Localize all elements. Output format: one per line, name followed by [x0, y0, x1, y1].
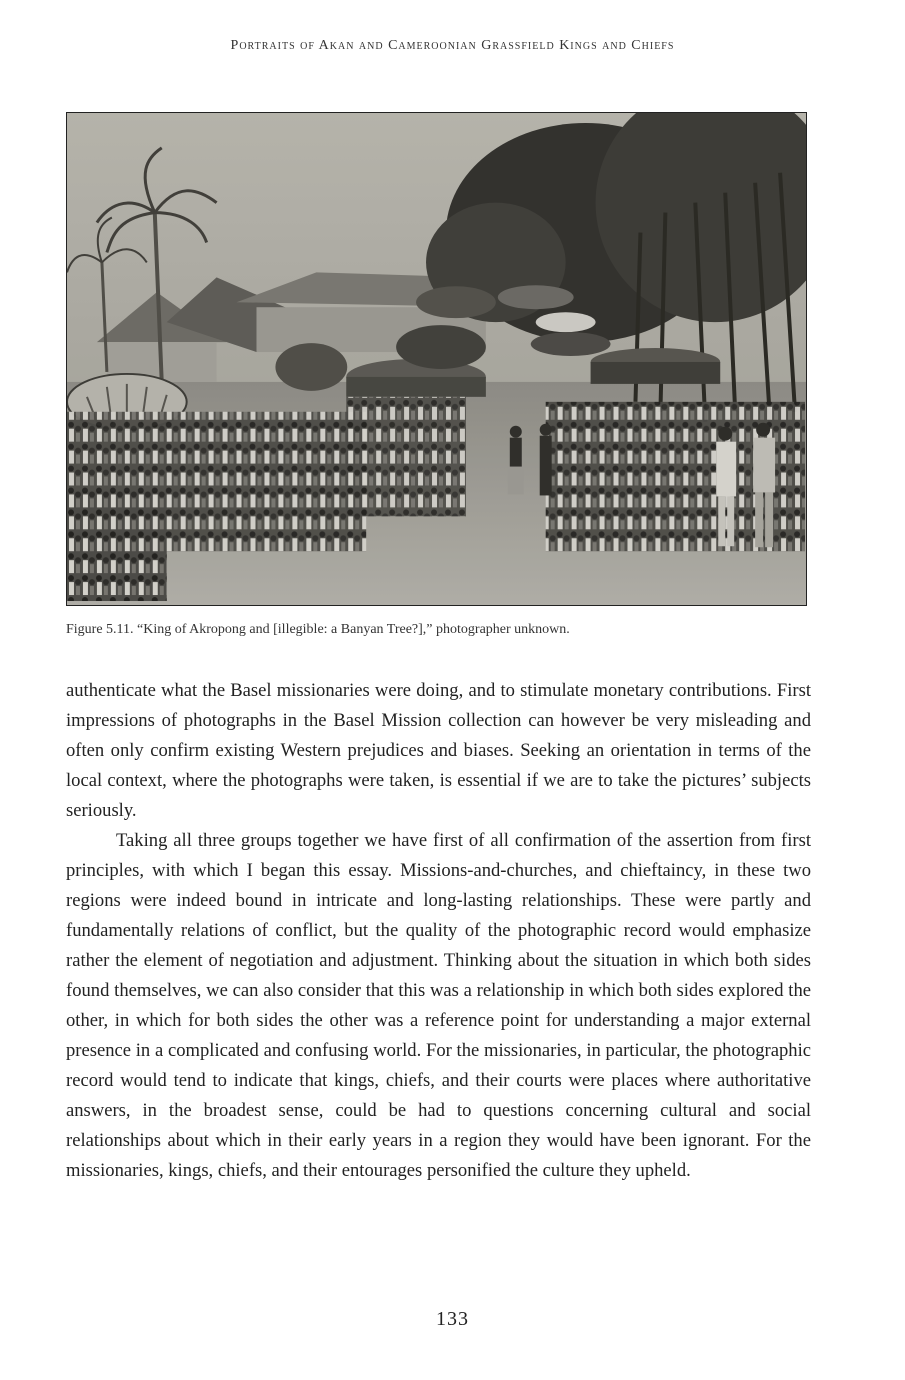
running-head: Portraits of Akan and Cameroonian Grassfield Kings and Chiefs	[230, 38, 675, 53]
figure-photograph	[66, 112, 807, 606]
body-text	[66, 676, 811, 1186]
photograph-king-of-akropong	[67, 113, 806, 605]
paragraph: Taking all three groups together we have first of all confirmation of the assertion from first principles, with which I began this essay. Missions-and-churches, and chieftaincy, in these two regions were indeed bound in intricate and long-lasting relationships. These were partly and fundamentally relations of conflict, but the quality of the photographic record would emphasize rather the element of negotiation and adjustment. Thinking about the situation in which both sides found themselves, we can also consider that this was a relationship in which both sides explored the other, in which for both sides the other was a reference point for understanding a major external presence in a complicated and confusing world. For the missionaries, in particular, the photographic record would tend to indicate that kings, chiefs, and their courts were places where authoritative answers, in the broadest sense, could be had to questions concerning cultural and social relationships about which in their early years in a region they would have been ignorant. For the missionaries, kings, chiefs, and their entourages personified the culture they upheld.	[66, 830, 811, 1181]
figure-caption: Figure 5.11. “King of Akropong and [illegible: a Banyan Tree?],” photographer unknown.	[66, 622, 570, 637]
page-number: 133	[436, 1308, 469, 1330]
paragraph: authenticate what the Basel missionaries were doing, and to stimulate monetary contributions. First impressions of photographs in the Basel Mission collection can however be very misleading and often only confirm existing Western prejudices and biases. Seeking an orientation in terms of the local context, where the photographs were taken, is essential if we are to take the pictures’ subjects seriously.	[66, 680, 811, 821]
